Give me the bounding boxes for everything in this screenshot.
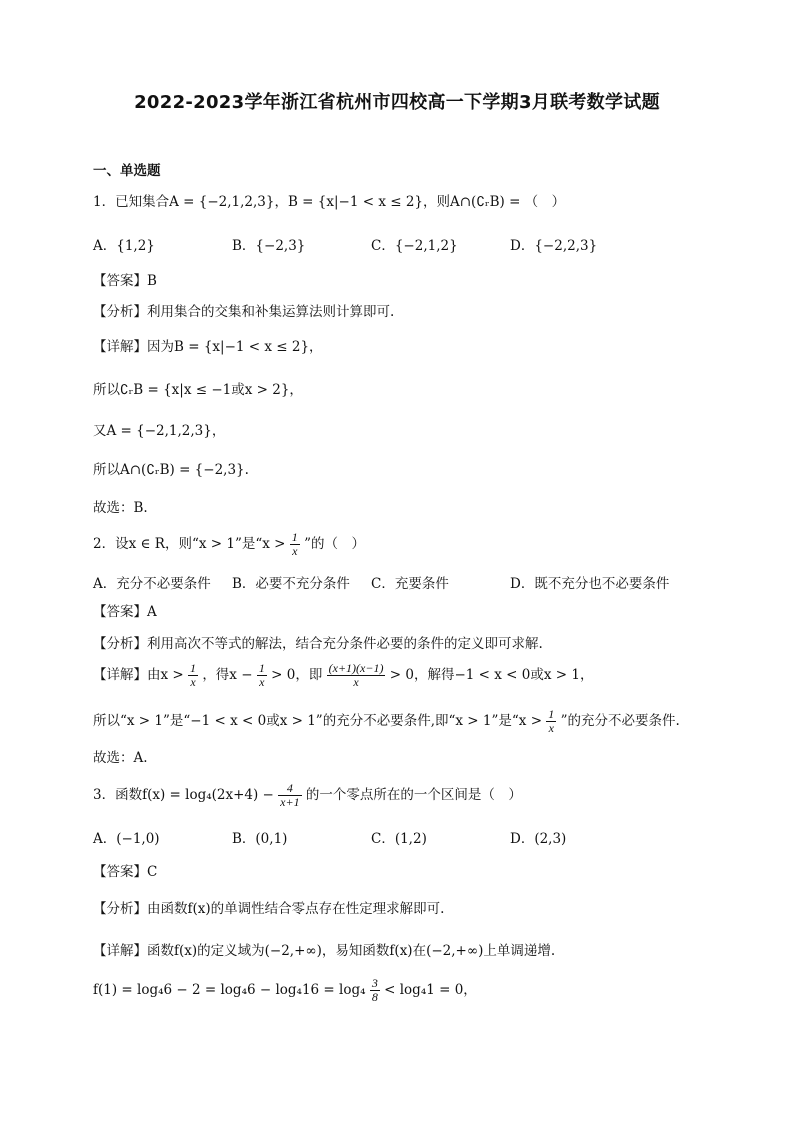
fraction-numerator: 1 xyxy=(190,661,197,675)
fraction-numerator: 1 xyxy=(548,707,555,721)
q2-line2-part-b: ”的充分不必要条件. xyxy=(560,713,680,729)
q1-detail-2: 所以∁ᵣB = {x|x ≤ −1或x > 2}， xyxy=(93,382,303,398)
q2-detail-part-c: > 0，即 xyxy=(271,667,323,683)
q3-option-b: B．(0,1) xyxy=(232,831,288,847)
section-heading: 一、单选题 xyxy=(93,163,161,179)
q3-option-c: C．(1,2) xyxy=(371,831,427,847)
q3-analysis: 【分析】由函数f(x)的单调性结合零点存在性定理求解即可. xyxy=(93,901,445,917)
q2-detail-1 xyxy=(93,662,593,689)
q3-option-d: D．(2,3) xyxy=(510,831,567,847)
q1-detail-1: 【详解】因为B = {x|−1 < x ≤ 2}， xyxy=(93,339,323,355)
q3-detail2-part-a: f(1) = log₄6 − 2 = log₄6 − log₄16 = log₄ xyxy=(93,982,366,998)
q1-detail-4: 所以A∩(∁ᵣB) = {−2,3}. xyxy=(93,462,249,478)
q3-detail-2 xyxy=(93,977,477,1004)
q2-option-d: D．既不充分也不必要条件 xyxy=(510,576,670,592)
fraction-denominator: x xyxy=(548,721,554,735)
fraction-denominator: x xyxy=(353,675,359,689)
q3-detail2-fraction xyxy=(370,977,380,1004)
q1-detail-3: 又A = {−2,1,2,3}， xyxy=(93,423,226,439)
question-2-stem xyxy=(93,531,365,558)
q1-option-d: D．{−2,2,3} xyxy=(510,238,598,254)
fraction-numerator: 1 xyxy=(258,661,265,675)
q3-option-a: A．(−1,0) xyxy=(93,831,160,847)
q1-analysis: 【分析】利用集合的交集和补集运算法则计算即可. xyxy=(93,304,395,320)
q2-stem-part-a: 2．设x ∈ R，则“x > 1”是“x > xyxy=(93,536,286,552)
q2-detail-fraction-2 xyxy=(257,662,267,689)
q3-stem-fraction xyxy=(278,782,301,809)
q2-option-b: B．必要不充分条件 xyxy=(232,576,350,592)
q2-line2-fraction xyxy=(546,708,556,735)
q2-option-c: C．充要条件 xyxy=(371,576,449,592)
q3-answer: 【答案】C xyxy=(93,864,158,880)
fraction-denominator: x xyxy=(259,675,265,689)
q2-line2-part-a: 所以“x > 1”是“−1 < x < 0或x > 1”的充分不必要条件,即“x > 1”是“x > xyxy=(93,713,542,729)
q3-detail-1: 【详解】函数f(x)的定义域为(−2,+∞)，易知函数f(x)在(−2,+∞)上单调递增. xyxy=(93,943,556,959)
q2-choice: 故选：A. xyxy=(93,750,148,766)
q2-option-a: A．充分不必要条件 xyxy=(93,576,211,592)
fraction-denominator: x+1 xyxy=(280,795,300,809)
q1-choice: 故选：B. xyxy=(93,500,148,516)
q1-option-c: C．{−2,1,2} xyxy=(371,238,458,254)
q2-detail-fraction-3 xyxy=(327,662,386,689)
fraction-denominator: 8 xyxy=(371,990,378,1004)
q3-stem-part-b: 的一个零点所在的一个区间是（ ） xyxy=(305,787,522,803)
q2-detail-part-b: ，得x − xyxy=(202,667,253,683)
q2-detail-2 xyxy=(93,708,680,735)
fraction-denominator: x xyxy=(292,544,298,558)
fraction-numerator: 3 xyxy=(371,976,378,990)
q2-detail-part-a: 【详解】由x > xyxy=(93,667,184,683)
page-title: 2022-2023学年浙江省杭州市四校高一下学期3月联考数学试题 xyxy=(134,92,660,113)
q3-detail2-part-b: < log₄1 = 0， xyxy=(384,982,477,998)
fraction-numerator: 1 xyxy=(291,530,298,544)
q2-stem-part-b: ”的（ ） xyxy=(304,536,365,552)
question-3-stem xyxy=(93,782,522,809)
fraction-denominator: x xyxy=(190,675,196,689)
q1-answer: 【答案】B xyxy=(93,273,157,289)
q3-stem-part-a: 3．函数f(x) = log₄(2x+4) − xyxy=(93,787,274,803)
q1-option-b: B．{−2,3} xyxy=(232,238,306,254)
q2-stem-fraction xyxy=(290,531,300,558)
q2-detail-fraction-1 xyxy=(188,662,198,689)
q2-answer: 【答案】A xyxy=(93,604,157,620)
fraction-numerator: 4 xyxy=(278,782,301,796)
q2-analysis: 【分析】利用高次不等式的解法，结合充分条件必要的条件的定义即可求解. xyxy=(93,636,543,652)
q2-detail-part-d: > 0，解得−1 < x < 0或x > 1， xyxy=(389,667,594,683)
question-1-stem: 1．已知集合A = {−2,1,2,3}，B = {x|−1 < x ≤ 2}，则A∩(∁ᵣB) = （ ） xyxy=(93,194,566,210)
fraction-numerator: (x+1)(x−1) xyxy=(328,661,384,675)
q1-option-a: A．{1,2} xyxy=(93,238,155,254)
